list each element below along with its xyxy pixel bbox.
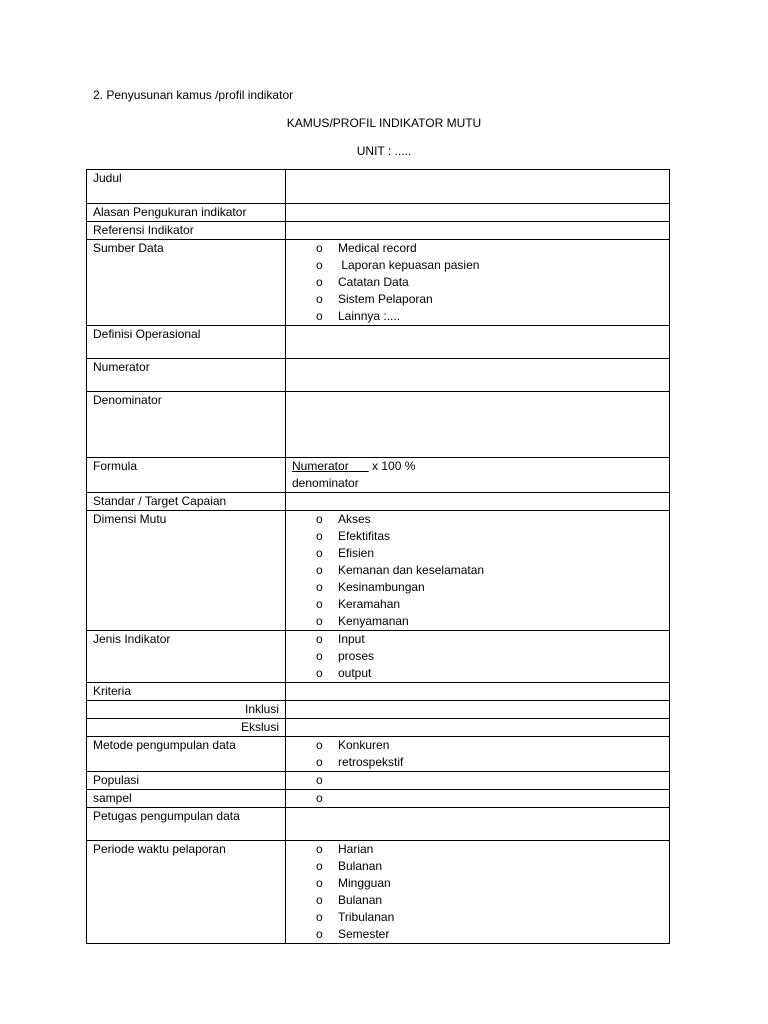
formula-numerator: Numerator: [292, 459, 349, 473]
option-label: Harian: [338, 842, 374, 856]
row-populasi: [87, 772, 670, 790]
bullet-icon: o: [316, 241, 323, 255]
label-inklusi: Inklusi: [87, 701, 286, 719]
option-label: Akses: [338, 512, 371, 526]
value-alasan: [286, 204, 670, 222]
value-referensi: [286, 222, 670, 240]
bullet-icon: o: [316, 614, 323, 628]
bullet-icon: o: [316, 666, 323, 680]
label-jenis-indikator: Jenis Indikator: [87, 631, 286, 683]
value-standar: [286, 493, 670, 511]
option-label: Kenyamanan: [338, 614, 409, 628]
bullet-icon: o: [316, 876, 323, 890]
option-item: [292, 613, 669, 630]
option-item: [292, 631, 669, 648]
option-item: [292, 909, 669, 926]
bullet-icon: o: [316, 893, 323, 907]
label-sumber-data: Sumber Data: [87, 240, 286, 326]
row-referensi: [87, 222, 670, 240]
row-judul: [87, 170, 670, 204]
option-label: Input: [338, 632, 365, 646]
bullet-icon: o: [316, 546, 323, 560]
row-inklusi: [87, 701, 670, 719]
option-item: [292, 291, 669, 308]
option-item: [292, 926, 669, 943]
populasi-bullet-item: [292, 772, 669, 789]
option-label: Mingguan: [338, 876, 391, 890]
option-label: Medical record: [338, 241, 417, 255]
value-metode: [286, 737, 670, 772]
option-label: Keramahan: [338, 597, 401, 611]
option-label: Bulanan: [338, 859, 383, 873]
bullet-icon: o: [316, 309, 323, 323]
bullet-icon: o: [316, 773, 323, 787]
option-label: Tribulanan: [338, 910, 395, 924]
option-item: [292, 892, 669, 909]
formula-top-line: [292, 458, 669, 475]
jenis-indikator-options: [292, 631, 669, 682]
label-eksklusi: Ekslusi: [87, 719, 286, 737]
value-jenis-indikator: [286, 631, 670, 683]
option-item: [292, 274, 669, 291]
label-judul: Judul: [87, 170, 286, 204]
document-title: KAMUS/PROFIL INDIKATOR MUTU: [286, 116, 482, 130]
label-numerator: Numerator: [87, 359, 286, 392]
dimensi-mutu-options: [292, 511, 669, 630]
label-formula: Formula: [87, 458, 286, 493]
option-item: [292, 875, 669, 892]
label-kriteria: Kriteria: [87, 683, 286, 701]
formula-fraction-line: [349, 459, 369, 473]
option-label: Kesinambungan: [338, 580, 425, 594]
value-kriteria: [286, 683, 670, 701]
value-eksklusi: [286, 719, 670, 737]
row-sumber-data: [87, 240, 670, 326]
option-item: [292, 737, 669, 754]
option-item: [292, 240, 669, 257]
value-denominator: [286, 392, 670, 458]
value-judul: [286, 170, 670, 204]
bullet-icon: o: [316, 755, 323, 769]
row-standar: [87, 493, 670, 511]
bullet-icon: o: [316, 842, 323, 856]
option-label: Laporan kepuasan pasien: [338, 258, 480, 272]
option-item: [292, 665, 669, 682]
label-referensi: Referensi Indikator: [87, 222, 286, 240]
option-item: [292, 858, 669, 875]
row-formula: [87, 458, 670, 493]
bullet-icon: o: [316, 258, 323, 272]
bullet-icon: o: [316, 529, 323, 543]
sumber-data-options: [292, 240, 669, 325]
option-label: Catatan Data: [338, 275, 409, 289]
label-alasan: Alasan Pengukuran indikator: [87, 204, 286, 222]
label-periode: Periode waktu pelaporan: [87, 841, 286, 944]
option-label: Semester: [338, 927, 390, 941]
row-sampel: [87, 790, 670, 808]
row-eksklusi: [87, 719, 670, 737]
value-inklusi: [286, 701, 670, 719]
option-label: retrospekstif: [338, 755, 404, 769]
option-item: [292, 579, 669, 596]
bullet-icon: o: [316, 580, 323, 594]
indicator-profile-table: [86, 169, 670, 944]
row-alasan: [87, 204, 670, 222]
value-numerator: [286, 359, 670, 392]
unit-line: UNIT : .....: [356, 144, 412, 158]
option-label: Kemanan dan keselamatan: [338, 563, 485, 577]
row-denominator: [87, 392, 670, 458]
option-item: [292, 528, 669, 545]
formula-denominator: denominator: [292, 476, 359, 490]
row-metode: [87, 737, 670, 772]
option-item: [292, 545, 669, 562]
bullet-icon: o: [316, 910, 323, 924]
option-label: Efisien: [338, 546, 375, 560]
bullet-icon: o: [316, 791, 323, 805]
value-populasi: [286, 772, 670, 790]
option-item: [292, 562, 669, 579]
option-label: Konkuren: [338, 738, 390, 752]
formula-multiplier: x 100 %: [368, 459, 416, 473]
label-definisi: Definisi Operasional: [87, 326, 286, 359]
option-label: Lainnya :....: [338, 309, 401, 323]
section-heading: 2. Penyusunan kamus /profil indikator: [93, 88, 294, 102]
option-item: [292, 257, 669, 274]
periode-options: [292, 841, 669, 943]
option-item: [292, 308, 669, 325]
label-petugas: Petugas pengumpulan data: [87, 808, 286, 841]
bullet-icon: o: [316, 738, 323, 752]
option-item: [292, 596, 669, 613]
value-sampel: [286, 790, 670, 808]
bullet-icon: o: [316, 563, 323, 577]
row-dimensi-mutu: [87, 511, 670, 631]
option-label: Efektifitas: [338, 529, 391, 543]
bullet-icon: o: [316, 512, 323, 526]
option-item: [292, 648, 669, 665]
value-dimensi-mutu: [286, 511, 670, 631]
value-sumber-data: [286, 240, 670, 326]
row-periode: [87, 841, 670, 944]
value-formula: [286, 458, 670, 493]
option-label: Bulanan: [338, 893, 383, 907]
label-metode: Metode pengumpulan data: [87, 737, 286, 772]
row-kriteria: [87, 683, 670, 701]
row-numerator: [87, 359, 670, 392]
bullet-icon: o: [316, 597, 323, 611]
row-petugas: [87, 808, 670, 841]
bullet-icon: o: [316, 275, 323, 289]
bullet-icon: o: [316, 649, 323, 663]
bullet-icon: o: [316, 927, 323, 941]
label-sampel: sampel: [87, 790, 286, 808]
sampel-bullet-item: [292, 790, 669, 807]
value-definisi: [286, 326, 670, 359]
sampel-options: [292, 790, 669, 807]
label-populasi: Populasi: [87, 772, 286, 790]
option-label: output: [338, 666, 372, 680]
label-denominator: Denominator: [87, 392, 286, 458]
option-item: [292, 511, 669, 528]
populasi-options: [292, 772, 669, 789]
option-label: Sistem Pelaporan: [338, 292, 433, 306]
option-label: proses: [338, 649, 375, 663]
bullet-icon: o: [316, 292, 323, 306]
bullet-icon: o: [316, 859, 323, 873]
value-petugas: [286, 808, 670, 841]
bullet-icon: o: [316, 632, 323, 646]
metode-options: [292, 737, 669, 771]
row-jenis-indikator: [87, 631, 670, 683]
label-dimensi-mutu: Dimensi Mutu: [87, 511, 286, 631]
option-item: [292, 841, 669, 858]
label-standar: Standar / Target Capaian: [87, 493, 286, 511]
row-definisi: [87, 326, 670, 359]
value-periode: [286, 841, 670, 944]
option-item: [292, 754, 669, 771]
